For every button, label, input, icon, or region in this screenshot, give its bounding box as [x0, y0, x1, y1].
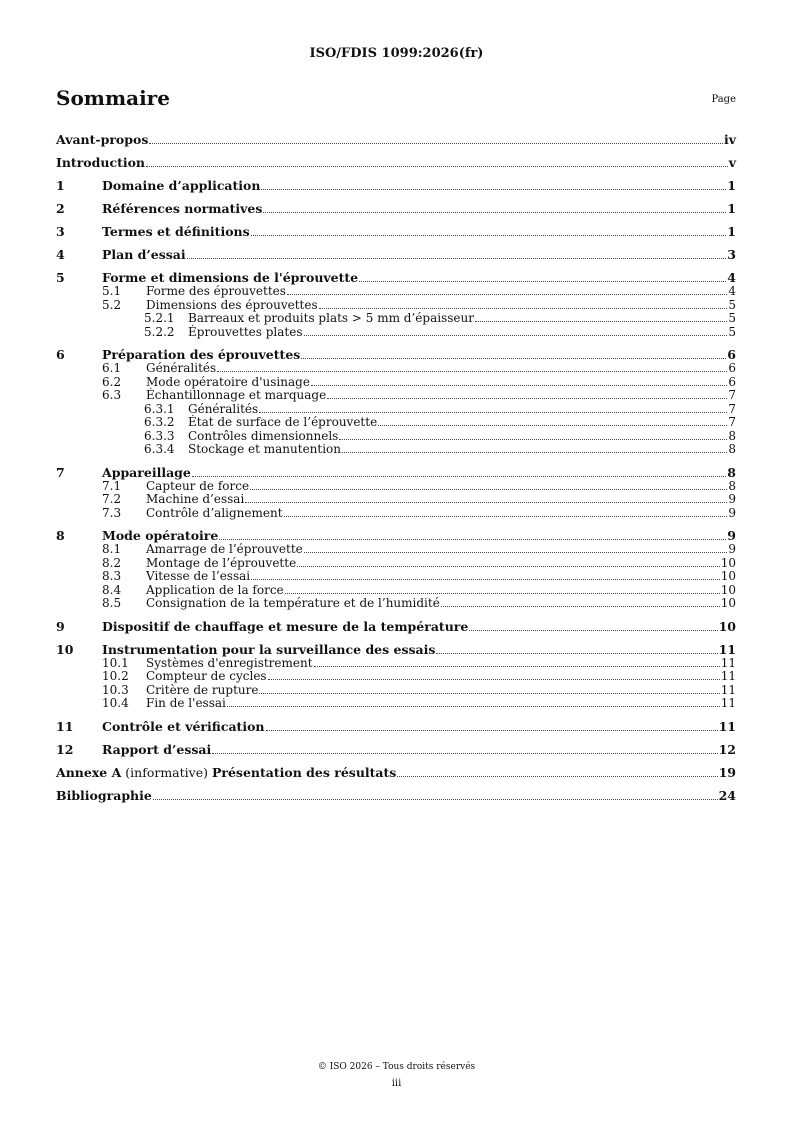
toc-entry-page: 3 [727, 247, 736, 262]
annex-type: (informative) [121, 764, 212, 780]
toc-entry-page: 1 [727, 178, 736, 193]
toc-entry-page: 11 [720, 696, 736, 710]
toc-entry[interactable] [56, 443, 736, 457]
dot-leader [327, 398, 727, 399]
toc-entry-label: Termes et définitions [102, 224, 250, 239]
toc-entry-page: 12 [718, 741, 736, 757]
dot-leader [297, 566, 720, 567]
toc-entry-label: Compteur de cycles [146, 669, 267, 683]
toc-entry-label: Contrôle et vérification [102, 718, 265, 734]
dot-leader [287, 294, 727, 295]
toc-entry-number: 8.1 [102, 542, 122, 556]
dot-leader [359, 281, 726, 282]
toc-entry-label: Critère de rupture [146, 682, 259, 697]
dot-leader [250, 489, 727, 490]
toc-entry-label: Barreaux et produits plats > 5 mm d’épaisseur [188, 311, 474, 325]
toc-entry-number: 4 [56, 247, 65, 262]
toc-entry-label: Rapport d’essai [102, 741, 212, 757]
dot-leader [475, 321, 727, 322]
toc-entry-number: 6.1 [102, 361, 122, 375]
toc-entry[interactable] [56, 376, 736, 390]
toc-entry[interactable] [56, 174, 736, 197]
toc-entry-page: 10 [720, 596, 736, 610]
toc-entry-page: 8 [728, 442, 736, 456]
toc-entry-number: 6.2 [102, 374, 122, 389]
toc-entry[interactable] [56, 151, 736, 174]
toc-entry-number: 10.4 [102, 696, 129, 710]
toc-entry-label: Contrôle d’alignement [146, 505, 283, 520]
toc-entry[interactable] [56, 362, 736, 376]
toc-entry-page: 1 [727, 201, 736, 216]
page-title: Sommaire [56, 86, 170, 110]
document-header: ISO/FDIS 1099:2026(fr) [309, 46, 484, 61]
toc-entry-number: 10.3 [102, 682, 129, 697]
toc-entry[interactable] [56, 220, 736, 243]
toc-entry-number: 2 [56, 201, 65, 216]
toc-entry[interactable] [56, 243, 736, 266]
dot-leader [212, 753, 717, 754]
toc-entry[interactable] [56, 299, 736, 313]
toc-entry-number: 5 [56, 270, 65, 285]
toc-entry-label: Préparation des éprouvettes [102, 347, 301, 362]
toc-entry-label: Forme et dimensions de l'éprouvette [102, 270, 359, 285]
toc-entry-label: Systèmes d'enregistrement [146, 655, 313, 670]
toc-entry-page: v [728, 155, 736, 170]
dot-leader [259, 412, 727, 413]
dot-leader [304, 552, 728, 553]
toc-entry-label: Stockage et manutention [188, 442, 342, 456]
toc-entry[interactable] [56, 480, 736, 494]
toc-entry[interactable] [56, 584, 736, 598]
toc-entry-page: 9 [727, 528, 736, 543]
toc-entry[interactable] [56, 430, 736, 444]
dot-leader [441, 606, 720, 607]
toc-entry-number: 6.3.4 [144, 442, 175, 456]
dot-leader [245, 502, 727, 503]
toc-entry-number: 3 [56, 224, 65, 239]
dot-leader [227, 706, 720, 707]
dot-leader [378, 425, 727, 426]
toc-entry-page: 7 [728, 388, 736, 402]
toc-entry-number: 5.2.1 [144, 311, 175, 325]
toc-entry-page: 6 [728, 361, 736, 375]
dot-leader [436, 653, 717, 654]
dot-leader [304, 335, 728, 336]
annex-title: Présentation des résultats [211, 764, 397, 780]
toc-entry-label: Avant-propos [56, 132, 149, 147]
toc-entry[interactable] [56, 697, 736, 711]
toc-entry-label: Fin de l'essai [146, 696, 226, 710]
toc-entry-page: 9 [728, 505, 736, 520]
toc-entry-number: 10.2 [102, 669, 129, 683]
toc-entry-page: 19 [718, 764, 736, 780]
dot-leader [153, 799, 718, 800]
dot-leader [319, 308, 728, 309]
toc-entry-number: 10 [56, 641, 74, 657]
dot-leader [339, 439, 727, 440]
toc-entry-label: Bibliographie [56, 787, 152, 803]
toc-entry-page: 8 [727, 464, 736, 480]
toc-entry-number: 10.1 [102, 655, 129, 670]
toc-entry-label: Amarrage de l’éprouvette [146, 542, 303, 556]
toc-entry-page: 11 [720, 669, 736, 683]
toc-entry[interactable] [56, 197, 736, 220]
table-of-contents [56, 128, 736, 807]
toc-entry-label: Domaine d’application [102, 178, 261, 193]
toc-entry-number: 8.2 [102, 555, 122, 570]
toc-entry-number: 8.3 [102, 569, 122, 583]
toc-entry[interactable] [56, 493, 736, 507]
toc-entry-page: 1 [727, 224, 736, 239]
toc-entry-number: 6.3.3 [144, 428, 175, 443]
toc-entry-page: 11 [720, 655, 736, 670]
dot-leader [187, 258, 727, 259]
toc-entry-number: 7.1 [102, 478, 122, 493]
toc-entry[interactable] [56, 670, 736, 684]
toc-entry-page: 5 [728, 311, 736, 325]
dot-leader [261, 189, 726, 190]
toc-entry-page: 6 [728, 374, 736, 389]
toc-entry-number: 5.2.2 [144, 324, 175, 339]
toc-entry[interactable] [56, 715, 736, 738]
toc-entry-page: 10 [720, 555, 736, 570]
toc-entry[interactable] [56, 597, 736, 611]
dot-leader [469, 630, 717, 631]
toc-entry-page: 10 [720, 582, 736, 597]
toc-entry[interactable] [56, 784, 736, 807]
annex-label: Annexe A [56, 764, 122, 780]
toc-entry-label: Vitesse de l’essai [146, 569, 251, 583]
dot-leader [263, 212, 726, 213]
toc-entry[interactable] [56, 684, 736, 698]
toc-entry-page: 9 [728, 542, 736, 556]
toc-entry-number: 6 [56, 347, 65, 362]
dot-leader [285, 593, 720, 594]
toc-entry-page: 4 [727, 270, 736, 285]
dot-leader [192, 476, 726, 477]
toc-entry-page: iv [723, 132, 736, 147]
dot-leader [284, 516, 728, 517]
dot-leader [251, 579, 720, 580]
toc-entry-number: 7.3 [102, 505, 122, 520]
toc-entry-label: Machine d’essai [146, 492, 245, 506]
toc-title-row [56, 86, 736, 112]
toc-entry-page: 24 [718, 787, 736, 803]
toc-entry-page: 5 [728, 297, 736, 312]
toc-entry-label: Plan d’essai [102, 247, 186, 262]
dot-leader [397, 776, 717, 777]
toc-entry-label: Montage de l’éprouvette [146, 555, 297, 570]
toc-entry-page: 7 [728, 415, 736, 429]
toc-entry[interactable] [56, 761, 736, 784]
toc-entry-label: Contrôles dimensionnels [188, 428, 339, 443]
toc-entry-number: 6.3.2 [144, 415, 175, 429]
toc-entry-page: 11 [718, 641, 736, 657]
toc-entry-label: Instrumentation pour la surveillance des essais [102, 641, 436, 657]
copyright-footer: © ISO 2026 – Tous droits réservés [317, 1062, 476, 1072]
toc-entry-label: Dispositif de chauffage et mesure de la température [102, 618, 469, 634]
toc-entry-page: 4 [728, 284, 736, 298]
footer-page-number: iii [391, 1078, 402, 1089]
toc-entry-page: 11 [720, 682, 736, 697]
dot-leader [314, 666, 720, 667]
toc-entry-label: État de surface de l’éprouvette [188, 415, 378, 429]
toc-entry[interactable] [56, 570, 736, 584]
toc-entry-page: 5 [728, 324, 736, 339]
toc-entry-page: 9 [728, 492, 736, 506]
toc-entry-label: Appareillage [102, 464, 191, 480]
toc-entry-label: Références normatives [102, 201, 263, 216]
toc-entry-number: 6.3 [102, 388, 122, 402]
toc-entry[interactable] [56, 738, 736, 761]
toc-entry[interactable] [56, 389, 736, 403]
toc-entry[interactable] [56, 403, 736, 417]
toc-entry-page: 8 [728, 478, 736, 493]
toc-entry-label: Mode opératoire d'usinage [146, 374, 310, 389]
toc-entry[interactable] [56, 543, 736, 557]
toc-entry-label: Mode opératoire [102, 528, 219, 543]
toc-entry-page: 10 [718, 618, 736, 634]
toc-entry-number: 8.5 [102, 596, 122, 610]
toc-entry-number: 5.2 [102, 297, 122, 312]
dot-leader [251, 235, 727, 236]
toc-entry-page: 10 [720, 569, 736, 583]
toc-entry[interactable] [56, 416, 736, 430]
dot-leader [301, 358, 726, 359]
toc-entry-label: Consignation de la température et de l’humidité [146, 596, 440, 610]
toc-entry-label: Forme des éprouvettes [146, 284, 286, 298]
dot-leader [342, 452, 727, 453]
toc-entry-label: Généralités [146, 361, 217, 375]
toc-entry-number: 8 [56, 528, 65, 543]
toc-entry-label [56, 761, 396, 784]
dot-leader [311, 385, 727, 386]
dot-leader [217, 371, 727, 372]
toc-entry-number: 7 [56, 464, 65, 480]
toc-entry[interactable] [56, 507, 736, 521]
toc-entry[interactable] [56, 312, 736, 326]
toc-entry-label: Généralités [188, 401, 259, 416]
toc-entry-number: 6.3.1 [144, 401, 175, 416]
toc-entry-label: Éprouvettes plates [188, 324, 303, 339]
toc-entry-label: Application de la force [146, 582, 284, 597]
toc-entry-page: 8 [728, 428, 736, 443]
dot-leader [146, 166, 728, 167]
toc-entry-label: Échantillonnage et marquage [146, 388, 327, 402]
page-column-label: Page [711, 94, 736, 105]
toc-entry-label: Dimensions des éprouvettes [146, 297, 318, 312]
toc-entry-page: 6 [727, 347, 736, 362]
toc-entry-number: 11 [56, 718, 74, 734]
dot-leader [259, 693, 719, 694]
toc-entry[interactable] [56, 326, 736, 340]
toc-entry-number: 1 [56, 178, 65, 193]
toc-entry-number: 5.1 [102, 284, 122, 298]
toc-entry-page: 7 [728, 401, 736, 416]
toc-entry[interactable] [56, 615, 736, 638]
dot-leader [149, 143, 723, 144]
toc-entry-page: 11 [718, 718, 736, 734]
toc-entry-number: 9 [56, 618, 65, 634]
toc-entry[interactable] [56, 128, 736, 151]
dot-leader [266, 730, 718, 731]
toc-entry-label: Capteur de force [146, 478, 250, 493]
toc-entry-number: 12 [56, 741, 74, 757]
dot-leader [268, 679, 720, 680]
toc-entry-number: 7.2 [102, 492, 122, 506]
dot-leader [219, 539, 726, 540]
toc-entry[interactable] [56, 557, 736, 571]
toc-entry-number: 8.4 [102, 582, 122, 597]
toc-entry[interactable] [56, 285, 736, 299]
toc-entry-label: Introduction [56, 155, 146, 170]
